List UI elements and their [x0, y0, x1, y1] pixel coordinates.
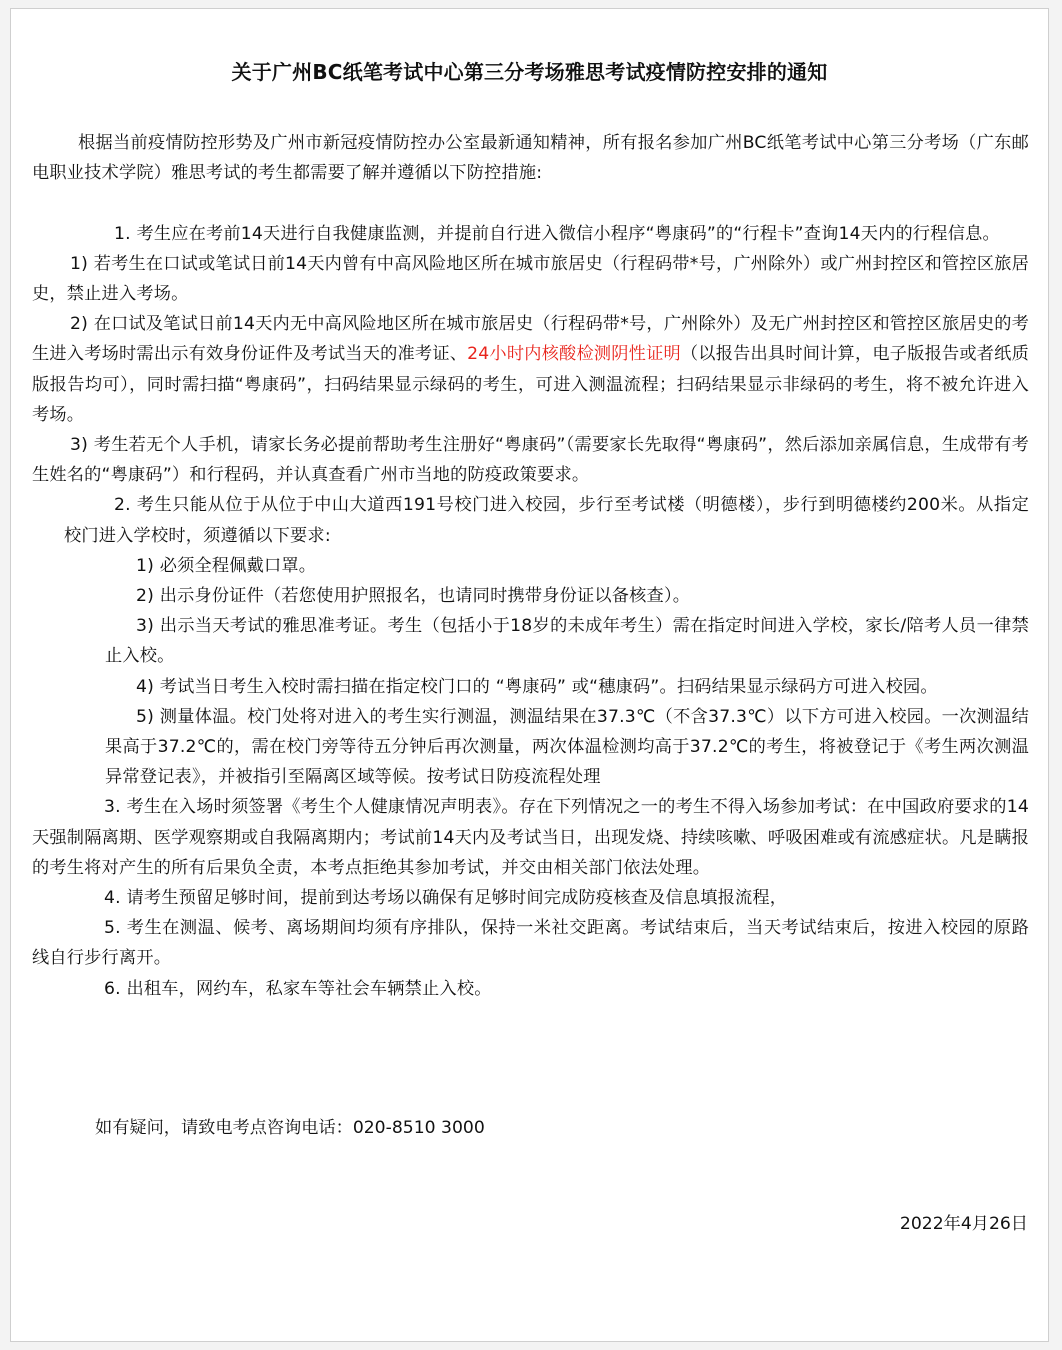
item-1-2-text: 2) 在口试及笔试日前14天内无中高风险地区所在城市旅居史（行程码带*号，广州除外）及无广州封控区和管控区旅居史的考生进入考场时需出示有效身份证件及考试当天的准考证、 [32, 314, 1029, 365]
item-5: 5. 考生在测温、候考、离场期间均须有序排队，保持一米社交距离。考试结束后，当天考试结束后，按进入校园的原路线自行步行离开。 [32, 918, 1029, 969]
item-1-3: 3) 考生若无个人手机，请家长务必提前帮助考生注册好“粤康码”（需要家长先取得“粤康码”，然后添加亲属信息，生成带有考生姓名的“粤康码”）和行程码，并认真查看广州市当地的防疫政策要求。 [32, 435, 1029, 486]
item-4: 4. 请考生预留足够时间，提前到达考场以确保有足够时间完成防疫核查及信息填报流程， [104, 888, 788, 909]
item-1-1: 1) 若考生在口试或笔试日前14天内曾有中高风险地区所在城市旅居史（行程码带*号，广州除外）或广州封控区和管控区旅居史，禁止进入考场。 [32, 253, 1029, 304]
contact-line: 如有疑问，请致电考点咨询电话：020-8510 3000 [95, 1118, 485, 1138]
item-2: 2. 考生只能从位于从位于中山大道西191号校门进入校园，步行至考试楼（明德楼），步行到明德楼约200米。从指定校门进入学校时，须遵循以下要求: [64, 495, 1029, 546]
item-1-2-text-after: （以报告出具时间计算，电子版报告或者纸质版报告均可），同时需扫描“粤康码”，扫码结果显示绿码的考生，可进入测温流程；扫码结果显示非绿码的考生，将不被允许进入考场。 [32, 344, 1029, 425]
item-2-1: 1) 必须全程佩戴口罩。 [136, 555, 317, 576]
item-3: 3. 考生在入场时须签署《考生个人健康情况声明表》。存在下列情况之一的考生不得入场参加考试：在中国政府要求的14天强制隔离期、医学观察期或自我隔离期内；考试前14天内及考试当日，出现发烧、持续咳嗽、呼吸困难或有流感症状。凡是瞒报的考生将对产生的所有后果负全责，本考点拒绝其参加考试，并交由相关部门依法处理。 [32, 797, 1029, 878]
intro-paragraph: 根据当前疫情防控形势及广州市新冠疫情防控办公室最新通知精神，所有报名参加广州BC纸笔考试中心第三分考场（广东邮电职业技术学院）雅思考试的考生都需要了解并遵循以下防控措施: [32, 133, 1029, 184]
document-page [10, 8, 1049, 1342]
notice-date: 2022年4月26日 [899, 1214, 1028, 1234]
notice-body [32, 128, 1029, 1004]
nucleic-test-highlight: 24小时内核酸检测阴性证明 [467, 344, 681, 365]
item-2-2: 2) 出示身份证件（若您使用护照报名，也请同时携带身份证以备核查）。 [136, 586, 691, 607]
item-2-3: 3) 出示当天考试的雅思准考证。考生（包括小于18岁的未成年考生）需在指定时间进入学校，家长/陪考人员一律禁止入校。 [105, 616, 1029, 667]
item-6: 6. 出租车，网约车，私家车等社会车辆禁止入校。 [104, 978, 492, 999]
item-1: 1. 考生应在考前14天进行自我健康监测，并提前自行进入微信小程序“粤康码”的“行程卡”查询14天内的行程信息。 [114, 223, 1000, 244]
item-2-4: 4) 考试当日考生入校时需扫描在指定校门口的 “粤康码” 或“穗康码”。扫码结果显示绿码方可进入校园。 [136, 676, 938, 697]
item-2-5: 5) 测量体温。校门处将对进入的考生实行测温，测温结果在37.3℃（不含37.3℃）以下方可进入校园。一次测温结果高于37.2℃的，需在校门旁等待五分钟后再次测量，两次体温检测均高于37.2℃的考生，将被登记于《考生两次测温异常登记表》，并被指引至隔离区域等候。按考试日防疫流程处理 [105, 706, 1029, 788]
page-title: 关于广州BC纸笔考试中心第三分考场雅思考试疫情防控安排的通知 [231, 60, 828, 84]
item-1-2 [32, 309, 1029, 430]
